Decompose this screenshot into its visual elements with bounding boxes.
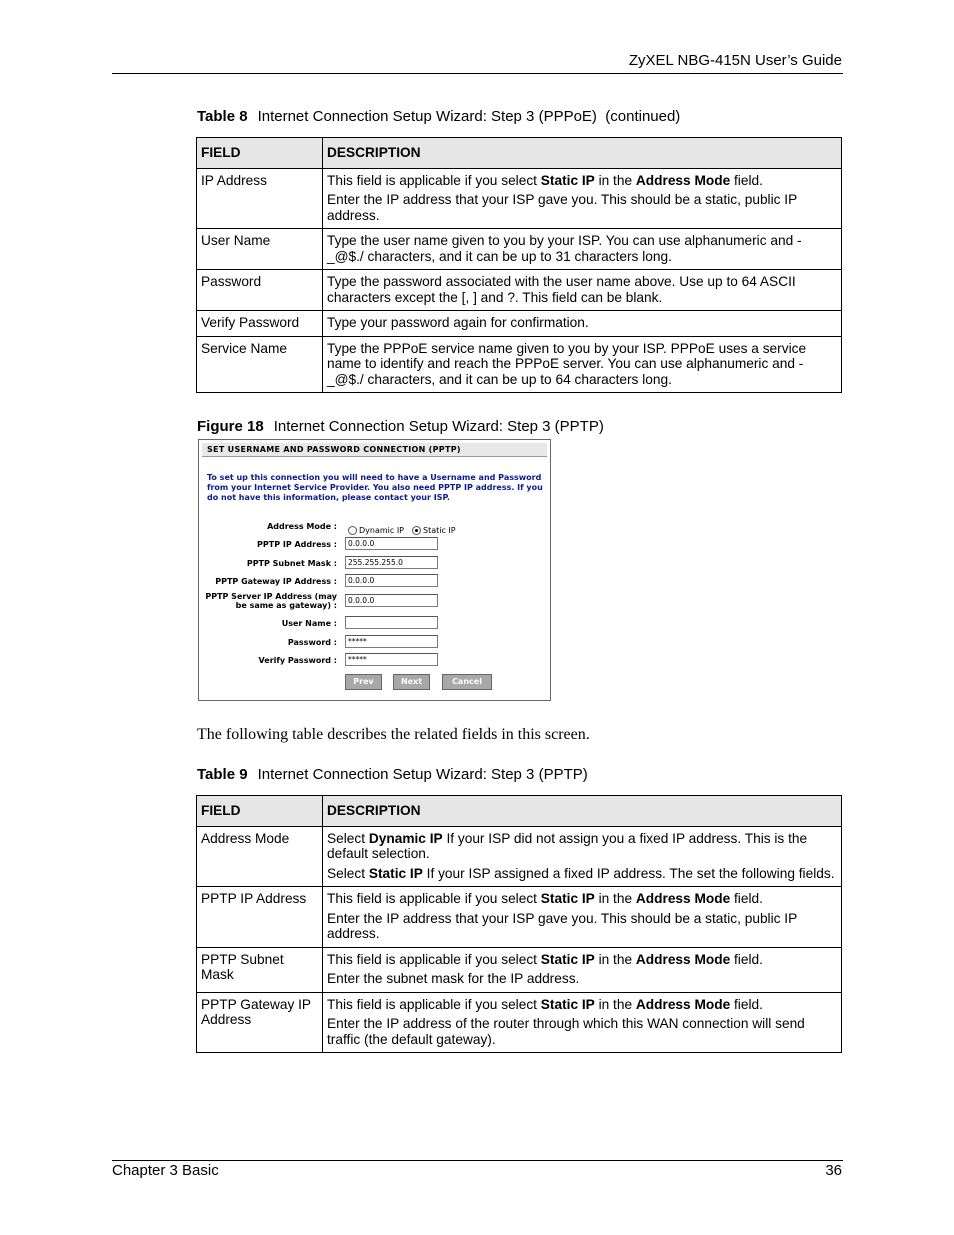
- description-cell: [323, 168, 842, 229]
- description-line: Type the PPPoE service name given to you by your ISP. PPPoE uses a service name to identify and reach the PPPoE server. You can use alphanumeric and -_@$./ characters, and it can be up to 64 characters long.: [327, 340, 807, 387]
- text: If your ISP did not assign you a fixed IP address. This is the default selection.: [327, 830, 808, 861]
- description-cell: [323, 992, 842, 1053]
- field-cell: Password: [197, 270, 323, 311]
- text: field.: [730, 951, 763, 967]
- server-label-line-2: be same as gateway) :: [235, 601, 337, 610]
- table-9: [196, 795, 842, 1053]
- body-paragraph: The following table describes the related fields in this screen.: [197, 726, 590, 743]
- server-row: [199, 592, 550, 614]
- pptp-ip-row: [199, 537, 550, 551]
- table-8: [196, 137, 842, 393]
- figure-18-caption: [197, 418, 604, 435]
- description-cell: [323, 826, 842, 887]
- radio-static-label: Static IP: [423, 526, 456, 535]
- field-cell: PPTP Subnet Mask: [197, 947, 323, 992]
- figure-18-title: Internet Connection Setup Wizard: Step 3 (PPTP): [273, 418, 604, 435]
- pptp-wizard-screenshot: [198, 439, 551, 701]
- table-8-label: Table 8: [197, 108, 248, 125]
- gateway-input[interactable]: 0.0.0.0: [345, 574, 438, 587]
- text: This field is applicable if you select: [327, 172, 541, 188]
- username-input[interactable]: [345, 616, 438, 629]
- running-header: ZyXEL NBG-415N User’s Guide: [628, 52, 842, 69]
- gateway-label: PPTP Gateway IP Address :: [215, 577, 337, 586]
- field-cell: Address Mode: [197, 826, 323, 887]
- table-9-label: Table 9: [197, 766, 248, 783]
- table-9-title: Internet Connection Setup Wizard: Step 3 (PPTP): [257, 766, 588, 783]
- pptp-ip-input[interactable]: 0.0.0.0: [345, 537, 438, 550]
- table-8-caption: [197, 108, 680, 125]
- text: If your ISP assigned a fixed IP address. The set the following fields.: [422, 865, 835, 881]
- description-cell: [323, 270, 842, 311]
- radio-dynamic-ip[interactable]: [348, 526, 357, 535]
- table-row: [197, 270, 842, 311]
- text: in the: [594, 996, 636, 1012]
- description-line: [327, 891, 836, 907]
- field-cell: PPTP IP Address: [197, 887, 323, 948]
- column-header-description: DESCRIPTION: [323, 138, 842, 169]
- text: Select: [327, 830, 369, 846]
- column-header-description: DESCRIPTION: [323, 796, 842, 827]
- description-line: Type the password associated with the user name above. Use up to 64 ASCII characters except the [, ] and ?. This field can be blank.: [327, 274, 796, 305]
- field-cell: PPTP Gateway IP Address: [197, 992, 323, 1053]
- description-line: Type your password again for confirmation.: [327, 315, 589, 330]
- address-mode-row: [199, 520, 550, 534]
- description-line: Enter the IP address that your ISP gave you. This should be a static, public IP address.: [327, 192, 797, 223]
- table-row: [197, 947, 842, 992]
- description-cell: [323, 311, 842, 337]
- table-9-caption: [197, 766, 588, 783]
- bold-term: Static IP: [368, 865, 423, 881]
- text: in the: [594, 891, 636, 906]
- verify-row: [199, 653, 550, 667]
- text: This field is applicable if you select: [327, 951, 541, 967]
- field-cell: Service Name: [197, 336, 323, 393]
- description-line: Enter the subnet mask for the IP address.: [327, 971, 580, 986]
- username-row: [199, 616, 550, 630]
- radio-dynamic-label: Dynamic IP: [359, 526, 405, 535]
- header-rule: [112, 73, 843, 74]
- gateway-row: [199, 574, 550, 588]
- password-label: Password :: [287, 638, 337, 647]
- text: This field is applicable if you select: [327, 996, 541, 1012]
- figure-18-label: Figure 18: [197, 418, 264, 435]
- bold-term: Static IP: [540, 996, 595, 1012]
- column-header-field: FIELD: [197, 796, 323, 827]
- pptp-ip-label: PPTP IP Address :: [257, 540, 337, 549]
- bold-term: Static IP: [540, 891, 595, 906]
- description-line: [327, 173, 836, 189]
- bold-term: Address Mode: [635, 172, 731, 188]
- next-button[interactable]: Next: [393, 674, 430, 690]
- footer-rule: [112, 1160, 843, 1161]
- screen-intro: To set up this connection you will need to have a Username and Password from your Internet Service Provider. You also need PPTP IP address. If you do not have this information, please contact your ISP.: [207, 473, 543, 502]
- verify-label: Verify Password :: [258, 656, 337, 665]
- text: Select: [327, 865, 369, 881]
- table-header-row: [197, 796, 842, 827]
- field-cell: IP Address: [197, 168, 323, 229]
- footer-chapter: Chapter 3 Basic: [112, 1162, 219, 1179]
- prev-button[interactable]: Prev: [345, 674, 382, 690]
- description-cell: [323, 947, 842, 992]
- bold-term: Static IP: [540, 951, 595, 967]
- text: field.: [730, 996, 763, 1012]
- table-header-row: [197, 138, 842, 169]
- description-cell: [323, 336, 842, 393]
- table-row: [197, 336, 842, 393]
- table-row: [197, 887, 842, 948]
- verify-input[interactable]: *****: [345, 653, 438, 666]
- table-8-title: Internet Connection Setup Wizard: Step 3 (PPPoE) (continued): [257, 108, 681, 125]
- address-mode-label: Address Mode :: [267, 522, 337, 531]
- description-cell: [323, 887, 842, 948]
- field-cell: Verify Password: [197, 311, 323, 337]
- description-line: Enter the IP address of the router through which this WAN connection will send traffic (the default gateway).: [327, 1016, 805, 1047]
- description-line: Type the user name given to you by your ISP. You can use alphanumeric and -_@$./ characters, and it can be up to 31 characters long.: [327, 233, 802, 264]
- password-input[interactable]: *****: [345, 635, 438, 648]
- table-row: [197, 168, 842, 229]
- username-label: User Name :: [281, 619, 337, 628]
- description-line: Enter the IP address that your ISP gave you. This should be a static, public IP address.: [327, 910, 797, 941]
- server-label: [205, 592, 337, 610]
- subnet-label: PPTP Subnet Mask :: [246, 559, 337, 568]
- bold-term: Static IP: [540, 172, 595, 188]
- radio-static-ip[interactable]: [412, 526, 421, 535]
- bold-term: Address Mode: [635, 891, 731, 906]
- page-number: 36: [825, 1162, 842, 1179]
- text: field.: [730, 891, 763, 906]
- description-cell: [323, 229, 842, 270]
- text: in the: [594, 172, 636, 188]
- table-row: [197, 311, 842, 337]
- bold-term: Address Mode: [635, 951, 731, 967]
- description-line: [327, 997, 836, 1013]
- column-header-field: FIELD: [197, 138, 323, 169]
- table-row: [197, 992, 842, 1053]
- subnet-input[interactable]: 255.255.255.0: [345, 556, 438, 569]
- text: in the: [594, 951, 636, 967]
- bold-term: Address Mode: [635, 996, 731, 1012]
- bold-term: Dynamic IP: [368, 830, 443, 846]
- server-label-line-1: PPTP Server IP Address (may: [205, 592, 337, 601]
- description-line: [327, 866, 836, 882]
- password-row: [199, 635, 550, 649]
- table-row: [197, 229, 842, 270]
- cancel-button[interactable]: Cancel: [442, 674, 492, 690]
- description-line: [327, 952, 836, 968]
- text: This field is applicable if you select: [327, 891, 541, 906]
- subnet-row: [199, 556, 550, 570]
- description-line: [327, 831, 836, 862]
- screen-title: SET USERNAME AND PASSWORD CONNECTION (PPTP): [202, 443, 547, 457]
- field-cell: User Name: [197, 229, 323, 270]
- server-input[interactable]: 0.0.0.0: [345, 594, 438, 607]
- text: field.: [730, 172, 763, 188]
- table-row: [197, 826, 842, 887]
